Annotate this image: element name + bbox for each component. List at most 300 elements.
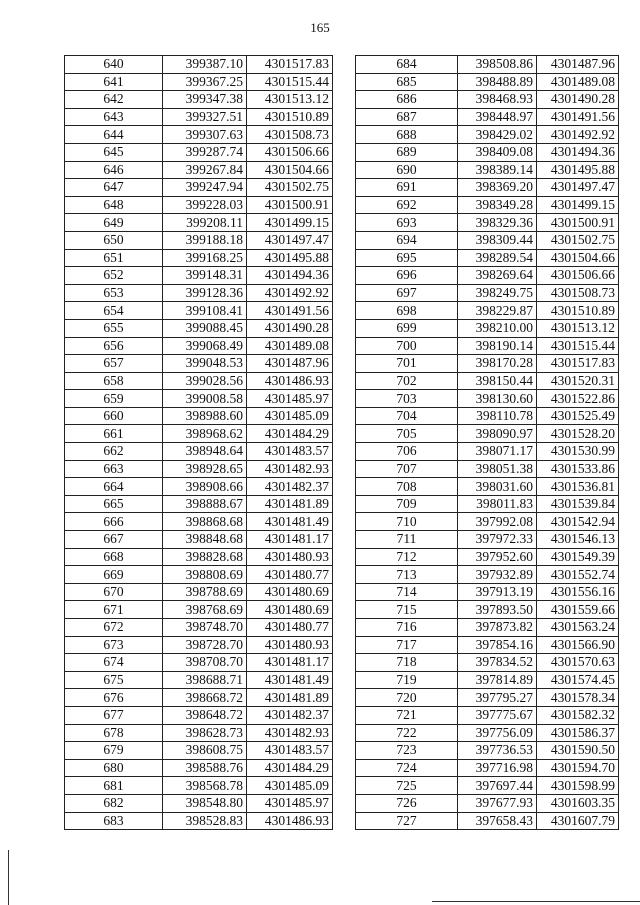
point-number-cell: 702 xyxy=(356,372,458,390)
y-coordinate-cell: 4301528.20 xyxy=(537,425,619,443)
point-number-cell: 714 xyxy=(356,583,458,601)
y-coordinate-cell: 4301497.47 xyxy=(247,231,333,249)
x-coordinate-cell: 398349.28 xyxy=(458,196,537,214)
table-row xyxy=(65,161,333,179)
point-number-cell: 712 xyxy=(356,548,458,566)
point-number-cell: 707 xyxy=(356,460,458,478)
table-row xyxy=(356,566,619,584)
point-number-cell: 656 xyxy=(65,337,163,355)
y-coordinate-cell: 4301552.74 xyxy=(537,566,619,584)
point-number-cell: 682 xyxy=(65,794,163,812)
point-number-cell: 640 xyxy=(65,56,163,74)
x-coordinate-cell: 398968.62 xyxy=(163,425,247,443)
table-row xyxy=(65,284,333,302)
x-coordinate-cell: 398888.67 xyxy=(163,495,247,513)
x-coordinate-cell: 398210.00 xyxy=(458,319,537,337)
y-coordinate-cell: 4301489.08 xyxy=(247,337,333,355)
y-coordinate-cell: 4301536.81 xyxy=(537,478,619,496)
y-coordinate-cell: 4301495.88 xyxy=(537,161,619,179)
table-row xyxy=(356,407,619,425)
x-coordinate-cell: 397913.19 xyxy=(458,583,537,601)
table-row xyxy=(356,73,619,91)
y-coordinate-cell: 4301487.96 xyxy=(537,56,619,74)
x-coordinate-cell: 398269.64 xyxy=(458,267,537,285)
point-number-cell: 719 xyxy=(356,671,458,689)
point-number-cell: 698 xyxy=(356,302,458,320)
y-coordinate-cell: 4301504.66 xyxy=(247,161,333,179)
point-number-cell: 689 xyxy=(356,143,458,161)
x-coordinate-cell: 398389.14 xyxy=(458,161,537,179)
table-row xyxy=(356,56,619,74)
x-coordinate-cell: 398828.68 xyxy=(163,548,247,566)
x-coordinate-cell: 398868.68 xyxy=(163,513,247,531)
y-coordinate-cell: 4301494.36 xyxy=(247,267,333,285)
x-coordinate-cell: 398130.60 xyxy=(458,390,537,408)
y-coordinate-cell: 4301492.92 xyxy=(537,126,619,144)
point-number-cell: 687 xyxy=(356,108,458,126)
point-number-cell: 720 xyxy=(356,689,458,707)
x-coordinate-cell: 399108.41 xyxy=(163,302,247,320)
point-number-cell: 710 xyxy=(356,513,458,531)
point-number-cell: 651 xyxy=(65,249,163,267)
x-coordinate-cell: 399048.53 xyxy=(163,355,247,373)
page-number: 165 xyxy=(310,20,330,35)
y-coordinate-cell: 4301484.29 xyxy=(247,425,333,443)
table-row xyxy=(65,566,333,584)
point-number-cell: 667 xyxy=(65,531,163,549)
table-row xyxy=(65,583,333,601)
point-number-cell: 670 xyxy=(65,583,163,601)
point-number-cell: 680 xyxy=(65,759,163,777)
y-coordinate-cell: 4301508.73 xyxy=(247,126,333,144)
table-row xyxy=(356,777,619,795)
point-number-cell: 646 xyxy=(65,161,163,179)
point-number-cell: 693 xyxy=(356,214,458,232)
point-number-cell: 690 xyxy=(356,161,458,179)
point-number-cell: 641 xyxy=(65,73,163,91)
table-row xyxy=(65,231,333,249)
x-coordinate-cell: 397756.09 xyxy=(458,724,537,742)
x-coordinate-cell: 398988.60 xyxy=(163,407,247,425)
y-coordinate-cell: 4301481.17 xyxy=(247,531,333,549)
x-coordinate-cell: 398668.72 xyxy=(163,689,247,707)
point-number-cell: 718 xyxy=(356,654,458,672)
y-coordinate-cell: 4301590.50 xyxy=(537,742,619,760)
table-row xyxy=(65,196,333,214)
x-coordinate-cell: 399327.51 xyxy=(163,108,247,126)
y-coordinate-cell: 4301522.86 xyxy=(537,390,619,408)
table-row xyxy=(65,794,333,812)
y-coordinate-cell: 4301484.29 xyxy=(247,759,333,777)
y-coordinate-cell: 4301517.83 xyxy=(537,355,619,373)
y-coordinate-cell: 4301502.75 xyxy=(247,179,333,197)
table-row xyxy=(356,267,619,285)
table-row xyxy=(356,742,619,760)
x-coordinate-cell: 398309.44 xyxy=(458,231,537,249)
table-row xyxy=(356,425,619,443)
table-row xyxy=(356,249,619,267)
y-coordinate-cell: 4301491.56 xyxy=(537,108,619,126)
coordinates-table-right xyxy=(355,55,619,830)
y-coordinate-cell: 4301530.99 xyxy=(537,443,619,461)
point-number-cell: 692 xyxy=(356,196,458,214)
y-coordinate-cell: 4301481.89 xyxy=(247,689,333,707)
x-coordinate-cell: 399188.18 xyxy=(163,231,247,249)
table-row xyxy=(356,706,619,724)
table-row xyxy=(65,706,333,724)
y-coordinate-cell: 4301487.96 xyxy=(247,355,333,373)
table-row xyxy=(65,73,333,91)
x-coordinate-cell: 399128.36 xyxy=(163,284,247,302)
y-coordinate-cell: 4301559.66 xyxy=(537,601,619,619)
x-coordinate-cell: 399208.11 xyxy=(163,214,247,232)
point-number-cell: 671 xyxy=(65,601,163,619)
point-number-cell: 713 xyxy=(356,566,458,584)
x-coordinate-cell: 398190.14 xyxy=(458,337,537,355)
y-coordinate-cell: 4301506.66 xyxy=(537,267,619,285)
y-coordinate-cell: 4301500.91 xyxy=(247,196,333,214)
table-row xyxy=(65,337,333,355)
table-row xyxy=(65,56,333,74)
table-row xyxy=(65,108,333,126)
point-number-cell: 697 xyxy=(356,284,458,302)
y-coordinate-cell: 4301483.57 xyxy=(247,742,333,760)
x-coordinate-cell: 398051.38 xyxy=(458,460,537,478)
y-coordinate-cell: 4301563.24 xyxy=(537,619,619,637)
point-number-cell: 706 xyxy=(356,443,458,461)
point-number-cell: 679 xyxy=(65,742,163,760)
x-coordinate-cell: 397873.82 xyxy=(458,619,537,637)
table-row xyxy=(356,619,619,637)
x-coordinate-cell: 398249.75 xyxy=(458,284,537,302)
y-coordinate-cell: 4301594.70 xyxy=(537,759,619,777)
y-coordinate-cell: 4301480.69 xyxy=(247,601,333,619)
y-coordinate-cell: 4301539.84 xyxy=(537,495,619,513)
table-row xyxy=(356,460,619,478)
x-coordinate-cell: 398748.70 xyxy=(163,619,247,637)
y-coordinate-cell: 4301481.89 xyxy=(247,495,333,513)
table-row xyxy=(65,143,333,161)
table-row xyxy=(356,636,619,654)
y-coordinate-cell: 4301494.36 xyxy=(537,143,619,161)
table-row xyxy=(65,443,333,461)
x-coordinate-cell: 398648.72 xyxy=(163,706,247,724)
y-coordinate-cell: 4301485.97 xyxy=(247,794,333,812)
y-coordinate-cell: 4301556.16 xyxy=(537,583,619,601)
point-number-cell: 722 xyxy=(356,724,458,742)
point-number-cell: 654 xyxy=(65,302,163,320)
x-coordinate-cell: 398768.69 xyxy=(163,601,247,619)
y-coordinate-cell: 4301480.93 xyxy=(247,548,333,566)
point-number-cell: 666 xyxy=(65,513,163,531)
point-number-cell: 715 xyxy=(356,601,458,619)
point-number-cell: 704 xyxy=(356,407,458,425)
table-row xyxy=(65,724,333,742)
y-coordinate-cell: 4301508.73 xyxy=(537,284,619,302)
x-coordinate-cell: 398788.69 xyxy=(163,583,247,601)
table-row xyxy=(65,214,333,232)
point-number-cell: 681 xyxy=(65,777,163,795)
x-coordinate-cell: 399228.03 xyxy=(163,196,247,214)
point-number-cell: 662 xyxy=(65,443,163,461)
table-row xyxy=(65,179,333,197)
point-number-cell: 727 xyxy=(356,812,458,830)
table-row xyxy=(356,337,619,355)
y-coordinate-cell: 4301481.49 xyxy=(247,513,333,531)
y-coordinate-cell: 4301603.35 xyxy=(537,794,619,812)
point-number-cell: 675 xyxy=(65,671,163,689)
x-coordinate-cell: 398528.83 xyxy=(163,812,247,830)
x-coordinate-cell: 398908.66 xyxy=(163,478,247,496)
y-coordinate-cell: 4301485.09 xyxy=(247,407,333,425)
point-number-cell: 653 xyxy=(65,284,163,302)
table-row xyxy=(356,284,619,302)
x-coordinate-cell: 398588.76 xyxy=(163,759,247,777)
point-number-cell: 644 xyxy=(65,126,163,144)
point-number-cell: 703 xyxy=(356,390,458,408)
y-coordinate-cell: 4301480.77 xyxy=(247,619,333,637)
point-number-cell: 705 xyxy=(356,425,458,443)
table-row xyxy=(356,583,619,601)
table-row xyxy=(65,548,333,566)
x-coordinate-cell: 397658.43 xyxy=(458,812,537,830)
table-row xyxy=(65,495,333,513)
table-row xyxy=(65,319,333,337)
x-coordinate-cell: 398488.89 xyxy=(458,73,537,91)
y-coordinate-cell: 4301515.44 xyxy=(537,337,619,355)
coordinates-table-left xyxy=(64,55,333,830)
point-number-cell: 642 xyxy=(65,91,163,109)
table-row xyxy=(356,91,619,109)
y-coordinate-cell: 4301495.88 xyxy=(247,249,333,267)
y-coordinate-cell: 4301481.17 xyxy=(247,654,333,672)
point-number-cell: 683 xyxy=(65,812,163,830)
point-number-cell: 723 xyxy=(356,742,458,760)
point-number-cell: 669 xyxy=(65,566,163,584)
y-coordinate-cell: 4301480.93 xyxy=(247,636,333,654)
point-number-cell: 721 xyxy=(356,706,458,724)
y-coordinate-cell: 4301574.45 xyxy=(537,671,619,689)
point-number-cell: 717 xyxy=(356,636,458,654)
y-coordinate-cell: 4301485.09 xyxy=(247,777,333,795)
y-coordinate-cell: 4301515.44 xyxy=(247,73,333,91)
point-number-cell: 665 xyxy=(65,495,163,513)
x-coordinate-cell: 399088.45 xyxy=(163,319,247,337)
table-row xyxy=(356,689,619,707)
point-number-cell: 673 xyxy=(65,636,163,654)
y-coordinate-cell: 4301491.56 xyxy=(247,302,333,320)
table-row xyxy=(65,654,333,672)
point-number-cell: 725 xyxy=(356,777,458,795)
point-number-cell: 652 xyxy=(65,267,163,285)
x-coordinate-cell: 398608.75 xyxy=(163,742,247,760)
y-coordinate-cell: 4301517.83 xyxy=(247,56,333,74)
x-coordinate-cell: 398728.70 xyxy=(163,636,247,654)
y-coordinate-cell: 4301549.39 xyxy=(537,548,619,566)
point-number-cell: 655 xyxy=(65,319,163,337)
y-coordinate-cell: 4301486.93 xyxy=(247,812,333,830)
y-coordinate-cell: 4301486.93 xyxy=(247,372,333,390)
table-row xyxy=(65,390,333,408)
x-coordinate-cell: 398090.97 xyxy=(458,425,537,443)
y-coordinate-cell: 4301482.37 xyxy=(247,706,333,724)
y-coordinate-cell: 4301502.75 xyxy=(537,231,619,249)
x-coordinate-cell: 398369.20 xyxy=(458,179,537,197)
x-coordinate-cell: 399287.74 xyxy=(163,143,247,161)
table-row xyxy=(65,425,333,443)
table-row xyxy=(65,478,333,496)
point-number-cell: 668 xyxy=(65,548,163,566)
x-coordinate-cell: 398848.68 xyxy=(163,531,247,549)
y-coordinate-cell: 4301482.37 xyxy=(247,478,333,496)
y-coordinate-cell: 4301499.15 xyxy=(247,214,333,232)
table-row xyxy=(356,724,619,742)
page-edge-bottom xyxy=(432,901,640,902)
table-row xyxy=(65,531,333,549)
y-coordinate-cell: 4301480.69 xyxy=(247,583,333,601)
table-row xyxy=(65,249,333,267)
y-coordinate-cell: 4301504.66 xyxy=(537,249,619,267)
x-coordinate-cell: 397952.60 xyxy=(458,548,537,566)
table-row xyxy=(356,214,619,232)
table-row xyxy=(65,267,333,285)
point-number-cell: 685 xyxy=(356,73,458,91)
x-coordinate-cell: 398071.17 xyxy=(458,443,537,461)
table-row xyxy=(356,231,619,249)
table-row xyxy=(65,777,333,795)
point-number-cell: 672 xyxy=(65,619,163,637)
table-row xyxy=(65,407,333,425)
x-coordinate-cell: 397697.44 xyxy=(458,777,537,795)
x-coordinate-cell: 398289.54 xyxy=(458,249,537,267)
table-row xyxy=(65,302,333,320)
point-number-cell: 659 xyxy=(65,390,163,408)
y-coordinate-cell: 4301500.91 xyxy=(537,214,619,232)
table-row xyxy=(65,636,333,654)
x-coordinate-cell: 397854.16 xyxy=(458,636,537,654)
x-coordinate-cell: 399347.38 xyxy=(163,91,247,109)
x-coordinate-cell: 399247.94 xyxy=(163,179,247,197)
point-number-cell: 694 xyxy=(356,231,458,249)
y-coordinate-cell: 4301566.90 xyxy=(537,636,619,654)
x-coordinate-cell: 397992.08 xyxy=(458,513,537,531)
x-coordinate-cell: 397814.89 xyxy=(458,671,537,689)
y-coordinate-cell: 4301533.86 xyxy=(537,460,619,478)
page-edge-line xyxy=(8,850,9,905)
point-number-cell: 643 xyxy=(65,108,163,126)
x-coordinate-cell: 398110.78 xyxy=(458,407,537,425)
point-number-cell: 700 xyxy=(356,337,458,355)
table-row xyxy=(356,143,619,161)
x-coordinate-cell: 397893.50 xyxy=(458,601,537,619)
table-row xyxy=(356,495,619,513)
point-number-cell: 699 xyxy=(356,319,458,337)
x-coordinate-cell: 397972.33 xyxy=(458,531,537,549)
table-row xyxy=(356,355,619,373)
point-number-cell: 648 xyxy=(65,196,163,214)
y-coordinate-cell: 4301482.93 xyxy=(247,460,333,478)
point-number-cell: 676 xyxy=(65,689,163,707)
point-number-cell: 688 xyxy=(356,126,458,144)
y-coordinate-cell: 4301520.31 xyxy=(537,372,619,390)
x-coordinate-cell: 397677.93 xyxy=(458,794,537,812)
x-coordinate-cell: 398031.60 xyxy=(458,478,537,496)
y-coordinate-cell: 4301598.99 xyxy=(537,777,619,795)
y-coordinate-cell: 4301546.13 xyxy=(537,531,619,549)
point-number-cell: 674 xyxy=(65,654,163,672)
x-coordinate-cell: 398568.78 xyxy=(163,777,247,795)
table-row xyxy=(356,654,619,672)
table-row xyxy=(65,513,333,531)
y-coordinate-cell: 4301513.12 xyxy=(247,91,333,109)
x-coordinate-cell: 398448.97 xyxy=(458,108,537,126)
table-row xyxy=(356,108,619,126)
x-coordinate-cell: 397932.89 xyxy=(458,566,537,584)
point-number-cell: 663 xyxy=(65,460,163,478)
table-row xyxy=(65,742,333,760)
point-number-cell: 716 xyxy=(356,619,458,637)
y-coordinate-cell: 4301525.49 xyxy=(537,407,619,425)
x-coordinate-cell: 398808.69 xyxy=(163,566,247,584)
y-coordinate-cell: 4301489.08 xyxy=(537,73,619,91)
table-row xyxy=(65,91,333,109)
point-number-cell: 660 xyxy=(65,407,163,425)
table-row xyxy=(65,460,333,478)
x-coordinate-cell: 398548.80 xyxy=(163,794,247,812)
y-coordinate-cell: 4301485.97 xyxy=(247,390,333,408)
y-coordinate-cell: 4301483.57 xyxy=(247,443,333,461)
point-number-cell: 696 xyxy=(356,267,458,285)
point-number-cell: 695 xyxy=(356,249,458,267)
x-coordinate-cell: 398628.73 xyxy=(163,724,247,742)
x-coordinate-cell: 398468.93 xyxy=(458,91,537,109)
table-row xyxy=(356,513,619,531)
x-coordinate-cell: 397736.53 xyxy=(458,742,537,760)
y-coordinate-cell: 4301513.12 xyxy=(537,319,619,337)
y-coordinate-cell: 4301480.77 xyxy=(247,566,333,584)
table-row xyxy=(356,196,619,214)
x-coordinate-cell: 397775.67 xyxy=(458,706,537,724)
point-number-cell: 664 xyxy=(65,478,163,496)
table-row xyxy=(356,179,619,197)
x-coordinate-cell: 397834.52 xyxy=(458,654,537,672)
table-row xyxy=(356,601,619,619)
y-coordinate-cell: 4301492.92 xyxy=(247,284,333,302)
y-coordinate-cell: 4301490.28 xyxy=(537,91,619,109)
x-coordinate-cell: 399008.58 xyxy=(163,390,247,408)
point-number-cell: 726 xyxy=(356,794,458,812)
point-number-cell: 661 xyxy=(65,425,163,443)
x-coordinate-cell: 399148.31 xyxy=(163,267,247,285)
x-coordinate-cell: 398409.08 xyxy=(458,143,537,161)
y-coordinate-cell: 4301586.37 xyxy=(537,724,619,742)
table-row xyxy=(356,161,619,179)
x-coordinate-cell: 398170.28 xyxy=(458,355,537,373)
table-row xyxy=(356,671,619,689)
point-number-cell: 645 xyxy=(65,143,163,161)
point-number-cell: 678 xyxy=(65,724,163,742)
table-row xyxy=(356,531,619,549)
table-row xyxy=(356,302,619,320)
point-number-cell: 657 xyxy=(65,355,163,373)
x-coordinate-cell: 398708.70 xyxy=(163,654,247,672)
table-row xyxy=(356,759,619,777)
x-coordinate-cell: 398429.02 xyxy=(458,126,537,144)
x-coordinate-cell: 397795.27 xyxy=(458,689,537,707)
table-row xyxy=(65,812,333,830)
table-row xyxy=(65,759,333,777)
x-coordinate-cell: 397716.98 xyxy=(458,759,537,777)
